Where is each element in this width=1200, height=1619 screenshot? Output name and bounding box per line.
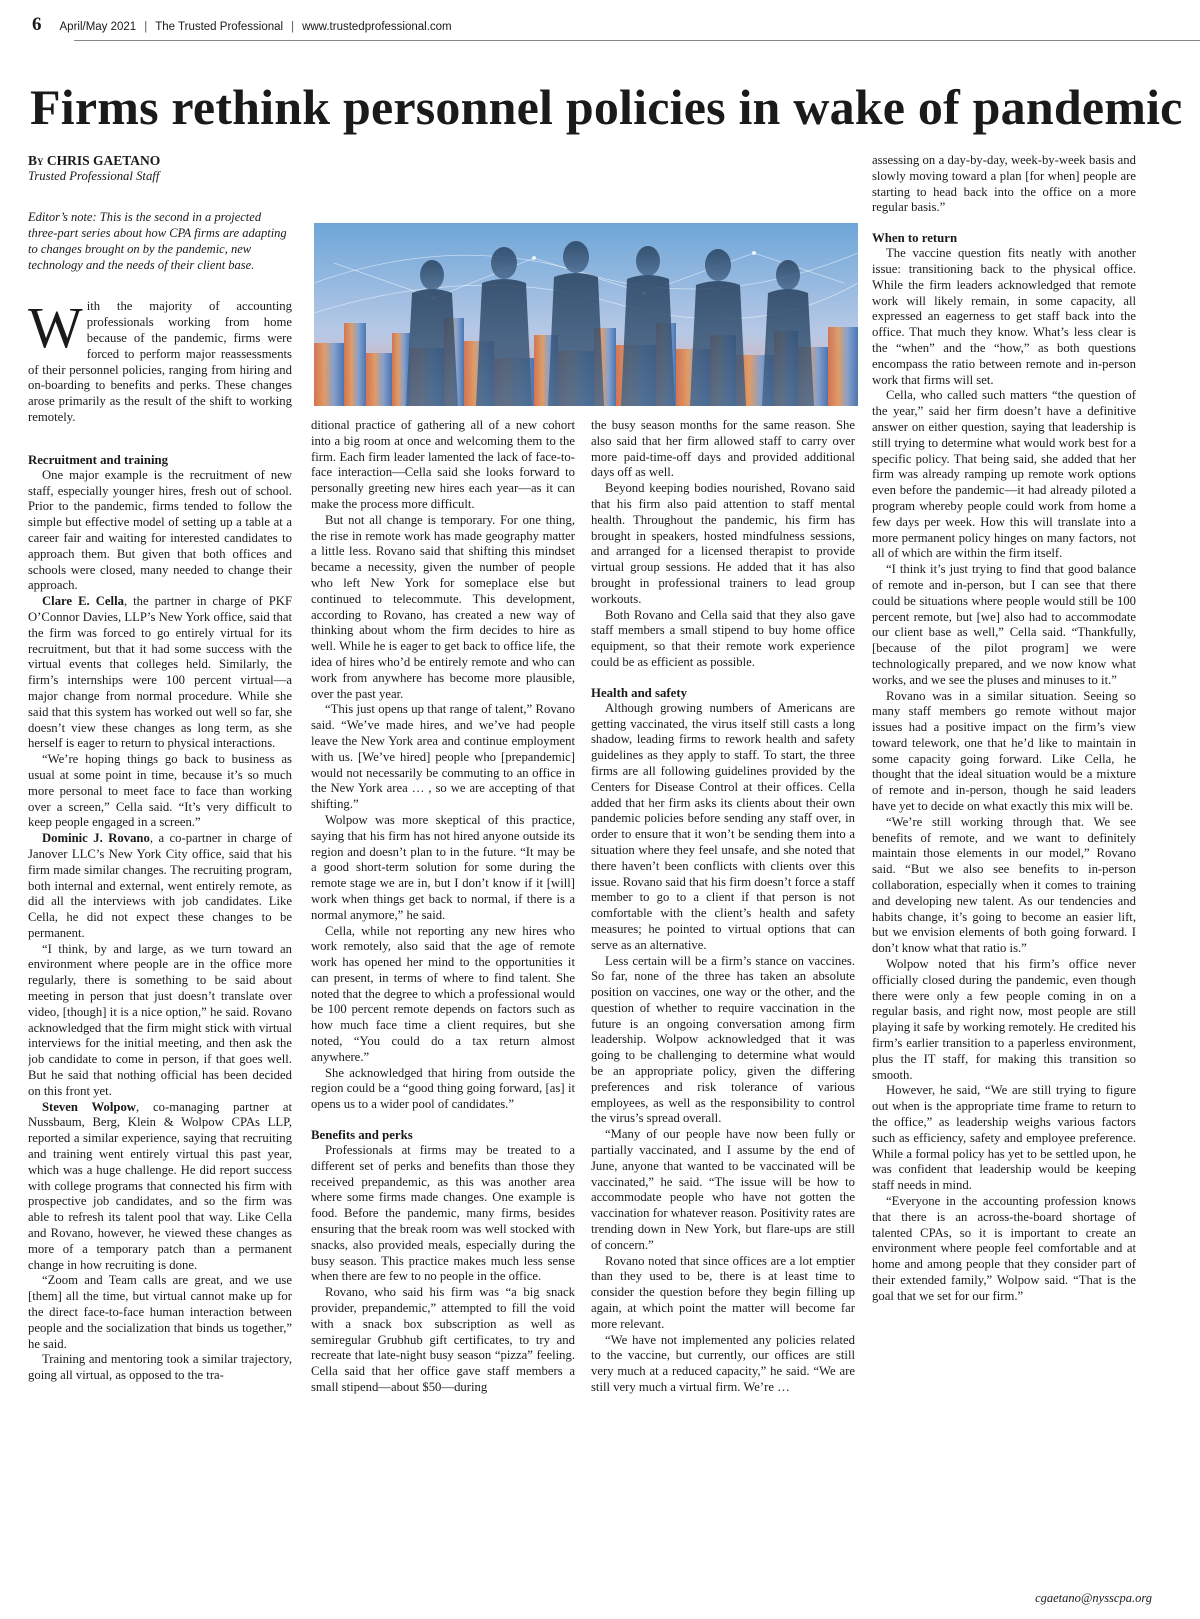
paragraph: Beyond keeping bodies nourished, Rovano said that his firm also paid attention to staff mental health. Throughout the pandemic, his firm has brought in speakers, hosted mindfulness sessions, and arranged for a licensed therapist to provide virtual group sessions. He added that it has also brought in professional trainers to lead group workouts. — [591, 481, 855, 606]
subhead-benefits: Benefits and perks — [311, 1128, 413, 1143]
header-separator: | — [291, 21, 295, 33]
header-rule — [74, 40, 1200, 41]
paragraph: Professionals at firms may be treated to a different set of perks and benefits than those they received prepandemic, as this was another area where some firms made changes. One example is food. Before the pandemic, many firms, besides ensuring that the break room was well stocked with snacks, also provided meals, especially during the busy season. This practice makes much less sense when there are few to no people in the office. — [311, 1143, 575, 1284]
paragraph: “Zoom and Team calls are great, and we use [them] all the time, but virtual cannot make up for the direct face-to-face human interaction between people and the socialization that binds us together,” he said. — [28, 1273, 292, 1351]
paragraph: Cella, who called such matters “the question of the year,” said her firm doesn’t have a definitive answer on either question, saying that leadership is still trying to determine what would work best for a specific policy. That being said, she added that her firm was already ramping up remote work options even before the pandemic—it had already piloted a program whereby people could work from home a few days per week. How this will translate into a more permanent policy hinges on many factors, not all of which are within the firm itself. — [872, 388, 1136, 561]
paragraph: But not all change is temporary. For one thing, the rise in remote work has made geography matter a little less. Rovano said that shifting this mindset became a necessity, given the number of people who left New York for someplace else but continued to telecommute. This development, according to Rovano, has created a new way of thinking about whom the firm decides to hire as well. While he is eager to get back to office life, the idea of hires who’d be entirely remote and who can work from anywhere has become more plausible, over the past year. — [311, 512, 575, 701]
paragraph: Wolpow was more skeptical of this practice, saying that his firm has not hired anyone outside its region and doesn’t plan to in the future. “It may be a good short-term solution for some during the remote stage we are in, but I don’t know if it [will] work when things get back to normal, if there is a normal anymore,” he said. — [311, 812, 575, 922]
subhead-return: When to return — [872, 231, 958, 246]
page-header — [32, 14, 1168, 40]
article-headline: Firms rethink personnel policies in wake of pandemic — [30, 79, 1183, 135]
paragraph: Less certain will be a firm’s stance on vaccines. So far, none of the three has taken an absolute position on vaccines, one way or the other, and the question of whether to require vaccination in the future is an ongoing conversation among firm leadership. Wolpow acknowledged that it was going to be challenging to determine what would be an appropriate policy, given the differing preferences and risk tolerance of various employees, as well as the responsibility to control the virus’s spread overall. — [591, 953, 855, 1126]
subhead-recruitment: Recruitment and training — [28, 452, 169, 467]
paragraph: Training and mentoring took a similar trajectory, going all virtual, as opposed to the tra- — [28, 1352, 292, 1383]
paragraph: Although growing numbers of Americans are getting vaccinated, the virus itself still casts a long shadow, leading firms to rework health and safety guidelines as they apply to staff. To start, the three firms are all following guidelines provided by the Centers for Disease Control at their offices. Cella added that her firm asks its clients about their own pandemic policies before sending any staff over, in order to ensure that it won’t be sending them into a situation where they feel unsafe, and she noted that there haven’t been conflicts with clients over this issue. Rovano said that his firm doesn’t force a staff member to go to a client if that person is not comfortable with the client’s health and safety measures; he pointed to virtual options that can serve as an alternative. — [591, 700, 855, 952]
header-separator: | — [144, 21, 148, 33]
paragraph: Rovano, who said his firm was “a big snack provider, prepandemic,” attempted to fill the void with a snack box subscription as well as semiregular Grubhub gift certificates, to try and recreate that late-night busy season “pizza” feeling. Cella said that her office gave staff members a small stipend—about $50—during — [311, 1285, 575, 1395]
paragraph: “Everyone in the accounting profession knows that there is an across-the-board shortage of talented CPAs, so it is important to create an environment where people feel comfortable and at home and among people that they consider part of their extended family,” Wolpow said. “That is the goal that we set for our firm.” — [872, 1194, 1136, 1303]
paragraph: “Many of our people have now been fully or partially vaccinated, and I assume by the end of June, anyone that wanted to be vaccinated will be vaccinated,” he said. “The issue will be how to accommodate people who have not gotten the vaccination for whatever reason. Positivity rates are trending down in New York, but flare-ups are still of concern.” — [591, 1127, 855, 1252]
paragraph: “I think it’s just trying to find that good balance of remote and in-person, but I can see that there could be situations where people would still be 100 percent remote, but [we] also had to accommodate our client base as well,” Cella said. “Thankfully, [because of the pilot program] we were technologically prepared, and we now know what works, and we see the pluses and minuses to it.” — [872, 562, 1136, 687]
paragraph: Wolpow noted that his firm’s office never officially closed during the pandemic, even though there were only a few people coming in on a regular basis, and right now, most people are still playing it safe by working remotely. He credited his firm’s earlier transition to a paperless environment, plus the IT staff, for making this transition so smooth. — [872, 957, 1136, 1082]
page-number: 6 — [32, 14, 42, 35]
paragraph: “This just opens up that range of talent,” Rovano said. “We’ve made hires, and we’ve had people leave the New York area and continue employment with us. [We’ve hired] people who [prepandemic] would not necessarily be commuting to an office in the New York area … , so we are accepting of that shifting.” — [311, 702, 575, 812]
paragraph: Rovano noted that since offices are a lot emptier than they used to be, there is at least time to consider the question before they begin filling up again, at which point the matter will become far more relevant. — [591, 1253, 855, 1331]
byline-title: Trusted Professional Staff — [28, 168, 160, 183]
column-3 — [591, 418, 855, 1615]
author-email[interactable]: cgaetano@nysscpa.org — [1035, 1591, 1152, 1605]
subhead-health: Health and safety — [591, 685, 687, 700]
column-1 — [28, 153, 292, 1615]
paragraph: One major example is the recruitment of new staff, especially younger hires, fresh out of school. Prior to the pandemic, firms tended to follow the simple but effective model of setting up a table at a career fair and waiting for interested candidates to approach them. But given that both offices and schools were closed, many needed to change their approach. — [28, 467, 292, 593]
paragraph: Rovano was in a similar situation. Seeing so many staff members go remote without major issues had a positive impact on the firm’s view toward telework, one that he’d like to maintain in some capacity going forward. Like Cella, he thought that the ideal situation would be a mixture of remote and in-person, though he said leaders have yet to decide on what exactly this mix will be. — [872, 688, 1136, 814]
byline: By CHRIS GAETANO — [28, 153, 161, 168]
issue-date: April/May 2021 — [59, 21, 137, 33]
paragraph: The vaccine question fits neatly with another issue: transitioning back to the physical office. While the firm leaders acknowledged that remote work will likely remain, in some capacity, all expressed an eagerness to get staff back into the office. That much they know. What’s less clear is the “when” and the “how,” as both questions encompass the ratio between remote and in-person work that firms will set. — [872, 246, 1136, 387]
paragraph: However, he said, “We are still trying to figure out when is the appropriate time frame to return to the office,” as leadership weighs various factors such as efficiency, safety and employee preference. While a formal policy has yet to be settled upon, he was confident that leadership would be keeping staff needs in mind. — [872, 1083, 1136, 1193]
paragraph: Both Rovano and Cella said that they also gave staff members a small stipend to buy home office equipment, so that their remote work experience could be as efficient as possible. — [591, 607, 855, 669]
website-link[interactable]: www.trustedprofessional.com — [302, 21, 452, 33]
paragraph: “We’re hoping things go back to business as usual at some point in time, because it’s so much more personal to meet face to face than working over a screen,” Cella said. “It’s very difficult to keep people engaged in a screen.” — [28, 752, 292, 830]
column-4 — [872, 153, 1136, 1585]
lead-paragraph: With the majority of accounting professionals working from home because of the pandemic, firms were forced to perform major reassessments of their personnel policies, ranging from hiring and on-boarding to benefits and perks. These changes arose primarily as the result of the shift to working remotely. — [28, 295, 292, 424]
paragraph: She acknowledged that hiring from outside the region could be a “good thing going forward, [as] it opens us to a wider pool of candidates.” — [311, 1065, 575, 1112]
article-photo — [314, 223, 858, 406]
paragraph: Clare E. Cella, the partner in charge of PKF O’Connor Davies, LLP’s New York office, said that the firm was forced to go entirely virtual for its recruitment, but that it had some success with the virtual events that colleges held. Similarly, the firm’s internships were 100 percent virtual—a major change from normal procedure. While she said that this system has worked out well so far, she doesn’t view these changes as long term, as she herself is eager to return to physical interactions. — [28, 594, 292, 751]
paragraph: “We have not implemented any policies related to the vaccine, but currently, our offices are still very much at a reduced capacity,” he said. “We are still very much a virtual firm. We’re … — [591, 1332, 855, 1395]
paragraph: the busy season months for the same reason. She also said that her firm allowed staff to carry over more paid-time-off days and provided additional days off as well. — [591, 418, 855, 480]
column-2 — [311, 418, 575, 1615]
paragraph: Dominic J. Rovano, a co-partner in charge of Janover LLC’s New York City office, said that his firm made similar changes. The recruiting program, both internal and external, went entirely remote, as did all the interviews with job candidates. Like Cella, he did not expect these changes to be permanent. — [28, 831, 292, 940]
editors-note: Editor’s note: This is the second in a projected three-part series about how CPA firms are adapting to changes brought on by the pandemic, new technology and the needs of their client base. — [28, 209, 287, 273]
publication-name: The Trusted Professional — [155, 21, 284, 33]
paragraph: assessing on a day-by-day, week-by-week basis and slowly moving toward a plan [for when] people are starting to head back into the office on a more regular basis.” — [872, 153, 1136, 215]
paragraph: “I think, by and large, as we turn toward an environment where people are in the office more regularly, there is something to be said about meeting in person that just doesn’t translate over video, [though] it is a nice option,” he said. Rovano acknowledged that the firm might stick with virtual interviews for the initial meeting, and then ask the job candidate to come in person, if that goes well. But he said that nothing official has been decided on this front yet. — [28, 941, 292, 1098]
paragraph: Steven Wolpow, co-managing partner at Nussbaum, Berg, Klein & Wolpow CPAs LLP, reported a similar experience, saying that recruiting and training went entirely virtual this past year, which was a huge challenge. He did report success with college programs that connected his firm with prospective job candidates, and so the firm was able to refresh its talent pool that way. Like Cella and Rovano, however, he viewed these changes as more of a temporary patch than a permanent change in how recruiting is done. — [28, 1099, 292, 1272]
drop-cap: W — [28, 295, 83, 361]
paragraph: “We’re still working through that. We see benefits of remote, and we want to definitely maintain those elements in our model,” Rovano said. “But we also see benefits to in-person collaboration, especially when it comes to training and developing new talent. As our tendencies and habits change, it’s going to become an easier lift, but we envision elements of both going forward. I don’t know what that ratio is.” — [872, 814, 1136, 956]
photo-illustration — [314, 223, 858, 406]
paragraph: ditional practice of gathering all of a new cohort into a big room at once and welcoming them to the firm. Each firm leader lamented the lack of face-to-face interaction—Cella said she looks forward to personally greeting new hires each year—as it can make the process more difficult. — [311, 418, 575, 511]
paragraph: Cella, while not reporting any new hires who work remotely, also said that the age of remote work has opened her mind to the opportunities it can present, in terms of where to find talent. She noted that the degree to which a professional would be 100 percent remote depends on factors such as how much face time a client requires, but she noted, “You could do a tax return almost anywhere.” — [311, 923, 575, 1064]
